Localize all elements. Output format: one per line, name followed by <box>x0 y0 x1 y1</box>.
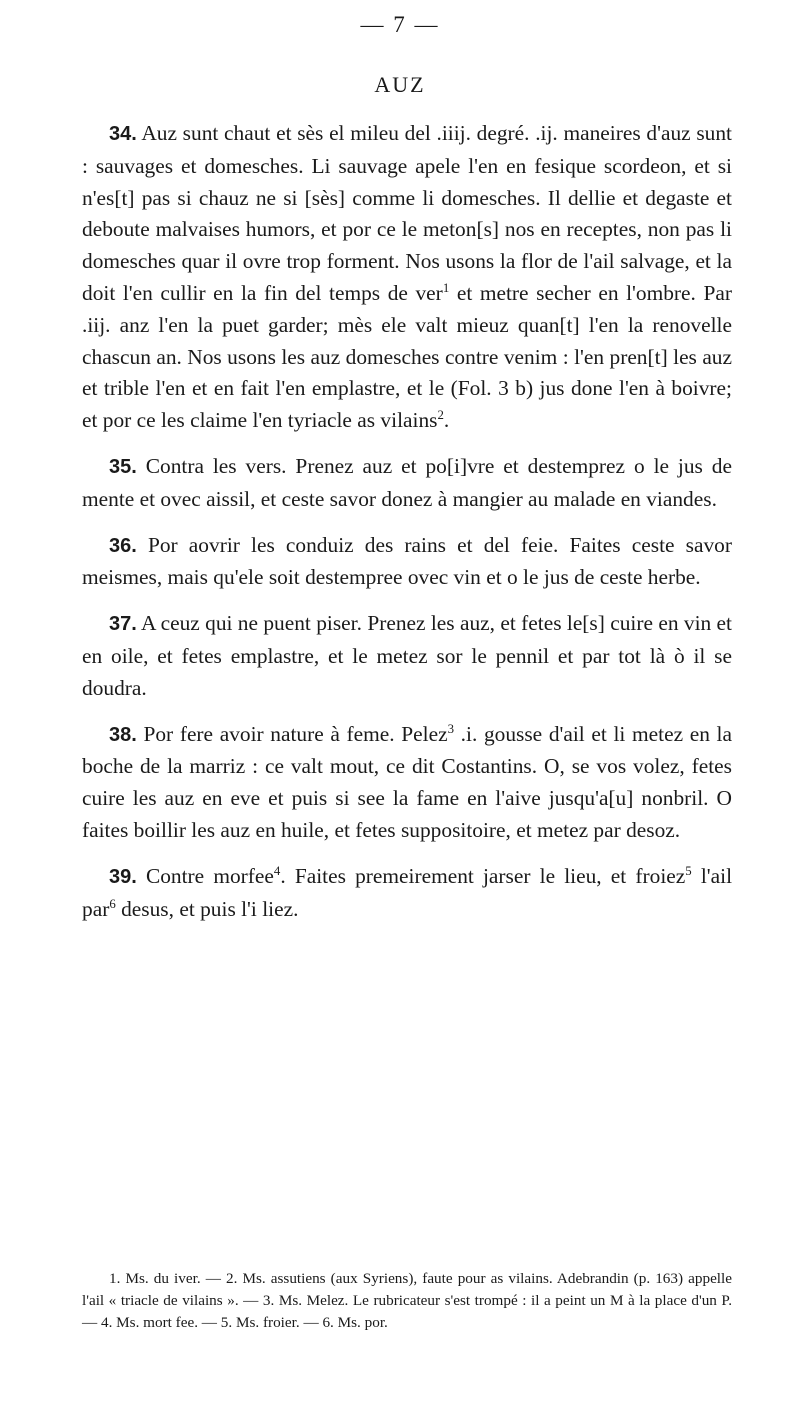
page-number: — 7 — <box>360 12 440 37</box>
footnote-text: 1. Ms. du iver. — 2. Ms. assutiens (aux Syriens), faute pour as vilains. Adebrandin (p. 163) appelle l'ail « triacle de vilains ». — 3. Ms. Melez. Le rubricateur s'est trompé : il a peint un M à la place d'un P. — 4. Ms. mort fee. — 5. Ms. froier. — 6. Ms. por. <box>82 1270 732 1331</box>
paragraph-text: A ceuz qui ne puent piser. Prenez les auz, et fetes le[s] cuire en vin et en oile, et fetes emplastre, et le metez sor le pennil et par tot là ò il se doudra. <box>82 611 732 700</box>
paragraph-number: 34. <box>109 123 137 145</box>
footnote-ref: 1 <box>442 280 450 295</box>
paragraph-text: Contre morfee <box>136 863 274 888</box>
section-heading: AUZ <box>374 72 426 97</box>
paragraph-text: et metre secher en l'ombre. Par .iij. anz l'en la puet garder; mès ele valt mieuz quan[t] l'en la renovelle chascun an. Nos usons les auz domesches contre venim : l'en pren[t] les auz et trible l'en et en fait l'en emplastre, et le (Fol. 3 b) jus done l'en à boivre; et por ce les claime l'en tyriacle as vilains <box>82 280 733 433</box>
footnote-ref: 3 <box>447 721 455 736</box>
paragraph-text: .i. gousse d'ail et li metez en la boche de la marriz : ce valt mout, ce dit Costantins. O, se vos volez, fetes cuire les auz en eve et puis si see la fame en l'aive jusqu'a[u] nonbril. O faites boillir les auz en huile, et fetes suppositoire, et metez par desoz. <box>82 721 732 842</box>
paragraph <box>82 861 732 926</box>
paragraph-number: 38. <box>109 723 137 746</box>
paragraph <box>82 608 732 704</box>
paragraph-text: Por aovrir les conduiz des rains et del feie. Faites ceste savor meismes, mais qu'ele soit destempree ovec vin et o le jus de ceste herbe. <box>82 532 732 590</box>
paragraph-text: . <box>443 408 450 433</box>
paragraph-text: desus, et puis l'i liez. <box>115 896 299 921</box>
footnote-ref: 5 <box>685 863 692 878</box>
paragraph-number: 39. <box>109 865 137 888</box>
paragraph-number: 35. <box>109 455 137 478</box>
footnote-ref: 4 <box>273 863 281 878</box>
paragraph-text: . Faites premeirement jarser le lieu, et froiez <box>280 863 686 888</box>
footnotes <box>82 1268 732 1334</box>
paragraph <box>82 451 732 516</box>
paragraph <box>82 530 732 595</box>
paragraph-text: Contra les vers. Prenez auz et po[i]vre et destemprez o le jus de mente et ovec aissil, et ceste savor donez à mangier au malade en viandes. <box>82 453 732 511</box>
footnote-ref: 6 <box>109 896 116 911</box>
paragraph-number: 36. <box>109 534 137 557</box>
paragraph <box>82 719 732 847</box>
paragraph-text: Auz sunt chaut et sès el mileu del .iiij. degré. .ij. maneires d'auz sunt : sauvages et domesches. Li sauvage apele l'en en fesique scordeon, et si n'es[t] pas si chauz ne si [sès] comme li domesches. Il dellie et degaste et deboute malvaises humors, et por ce le meton[s] nos en receptes, non pas li domesches quar il ovre trop forment. Nos usons la flor de l'ail salvage, et la doit l'en cullir en la fin del temps de ver <box>82 121 732 305</box>
main-text <box>82 118 732 939</box>
paragraph-text: Por fere avoir nature à feme. Pelez <box>136 721 448 746</box>
paragraph <box>82 118 732 437</box>
paragraph-text: l'ail par <box>82 863 733 921</box>
paragraph-number: 37. <box>109 613 137 636</box>
footnote-ref: 2 <box>437 408 444 423</box>
